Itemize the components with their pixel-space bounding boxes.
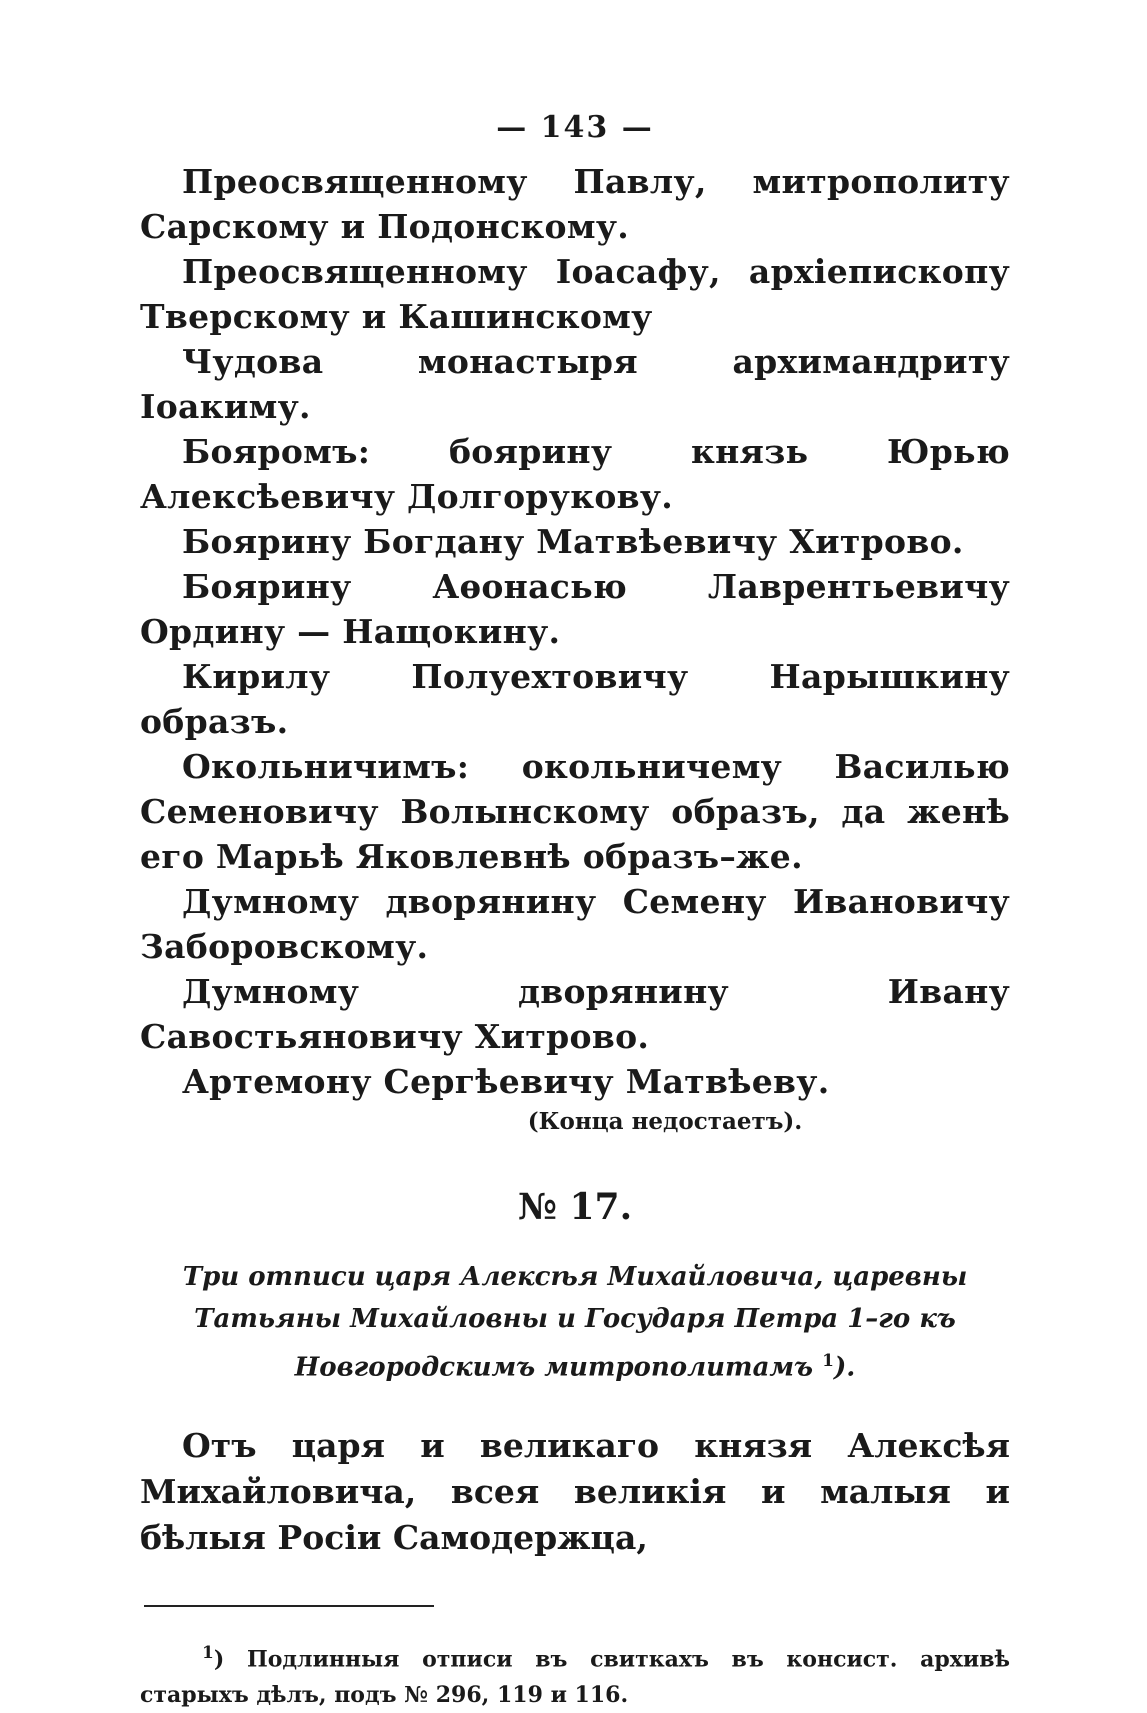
document-heading-text: Три отписи царя Алексѣя Михайловича, царевны Татьяны Михайловны и Государя Петра 1–го къ Новгородскимъ митрополитамъ	[182, 1262, 968, 1383]
paragraph: Кирилу Полуехтовичу Нарышкину образъ.	[140, 657, 1010, 741]
paragraph: Артемону Сергѣевичу Матвѣеву.	[182, 1062, 830, 1101]
document-page	[140, 110, 1010, 1713]
missing-end-note: (Конца недостаетъ).	[527, 1108, 803, 1135]
document-heading	[140, 1256, 1010, 1389]
footnote-text: ) Подлинныя отписи въ свиткахъ въ консист. архивѣ старыхъ дѣлъ, подъ № 296, 119 и 116.	[140, 1645, 1010, 1708]
document-heading-end: ).	[833, 1352, 856, 1383]
paragraph: Чудова монастыря архимандриту Іоакиму.	[140, 342, 1010, 426]
page-number: — 143 —	[496, 110, 654, 145]
paragraph: Думному дворянину Ивану Савостьяновичу Хитрово.	[140, 972, 1010, 1056]
document-number: № 17.	[517, 1186, 633, 1228]
paragraph: Окольничимъ: окольничему Василью Семеновичу Волынскому образъ, да женѣ его Марьѣ Яковлевнѣ образъ–же.	[140, 747, 1010, 876]
footnote-reference: 1	[822, 1351, 834, 1371]
footnote	[140, 1635, 1010, 1713]
paragraph: Преосвященному Павлу, митрополиту Сарскому и Подонскому.	[140, 162, 1010, 246]
paragraph: Бояромъ: боярину князь Юрью Алексѣевичу Долгорукову.	[140, 432, 1010, 516]
paragraph: Боярину Богдану Матвѣевичу Хитрово.	[182, 522, 964, 561]
recipient-list	[140, 159, 1010, 1104]
paragraph: Думному дворянину Семену Ивановичу Заборовскому.	[140, 882, 1010, 966]
letter-opening	[140, 1423, 1010, 1561]
footnote-mark: 1	[202, 1642, 214, 1663]
paragraph: Боярину Аѳонасью Лаврентьевичу Ордину — Нащокину.	[140, 567, 1010, 651]
footnote-divider	[144, 1605, 434, 1607]
opening-paragraph: Отъ царя и великаго князя Алексѣя Михайловича, всея великія и малыя и бѣлыя Росіи Самодержца,	[140, 1425, 1010, 1557]
paragraph: Преосвященному Іоасафу, архіепископу Тверскому и Кашинскому	[140, 252, 1010, 336]
